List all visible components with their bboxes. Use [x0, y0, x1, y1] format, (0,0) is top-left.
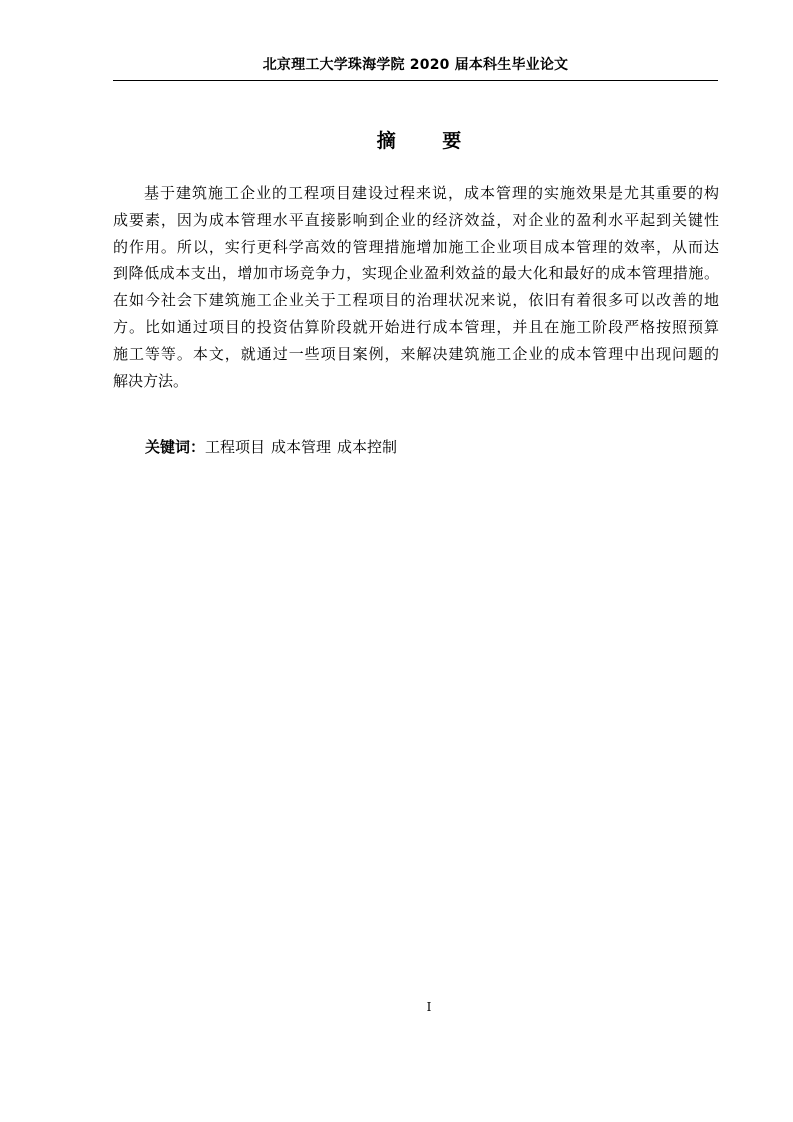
keyword-item: 成本控制	[337, 438, 398, 456]
keyword-item: 工程项目	[205, 438, 266, 456]
header-rule	[113, 80, 718, 81]
abstract-line: 方。比如通过项目的投资估算阶段就开始进行成本管理，并且在施工阶段严格按照预算	[113, 317, 719, 336]
abstract-line: 的作用。所以，实行更科学高效的管理措施增加施工企业项目成本管理的效率，从而达	[113, 237, 719, 256]
abstract-title: 摘 要	[376, 130, 482, 152]
abstract-line: 基于建筑施工企业的工程项目建设过程来说，成本管理的实施效果是尤其重要的构	[144, 184, 719, 202]
keywords-line	[145, 435, 403, 459]
keyword-item: 成本管理	[271, 438, 332, 456]
abstract-line: 成要素，因为成本管理水平直接影响到企业的经济效益，对企业的盈利水平起到关键性	[113, 210, 719, 229]
page-number: I	[426, 1000, 432, 1014]
abstract-line: 到降低成本支出，增加市场竞争力，实现企业盈利效益的最大化和最好的成本管理措施。	[113, 264, 719, 283]
running-header: 北京理工大学珠海学院 2020 届本科生毕业论文	[262, 57, 569, 73]
keywords-label: 关键词：	[145, 438, 206, 456]
abstract-line: 施工等等。本文，就通过一些项目案例，来解决建筑施工企业的成本管理中出现问题的	[113, 344, 719, 363]
abstract-line: 在如今社会下建筑施工企业关于工程项目的治理状况来说，依旧有着很多可以改善的地	[113, 291, 719, 310]
abstract-body	[113, 180, 719, 394]
abstract-line: 解决方法。	[113, 371, 189, 390]
